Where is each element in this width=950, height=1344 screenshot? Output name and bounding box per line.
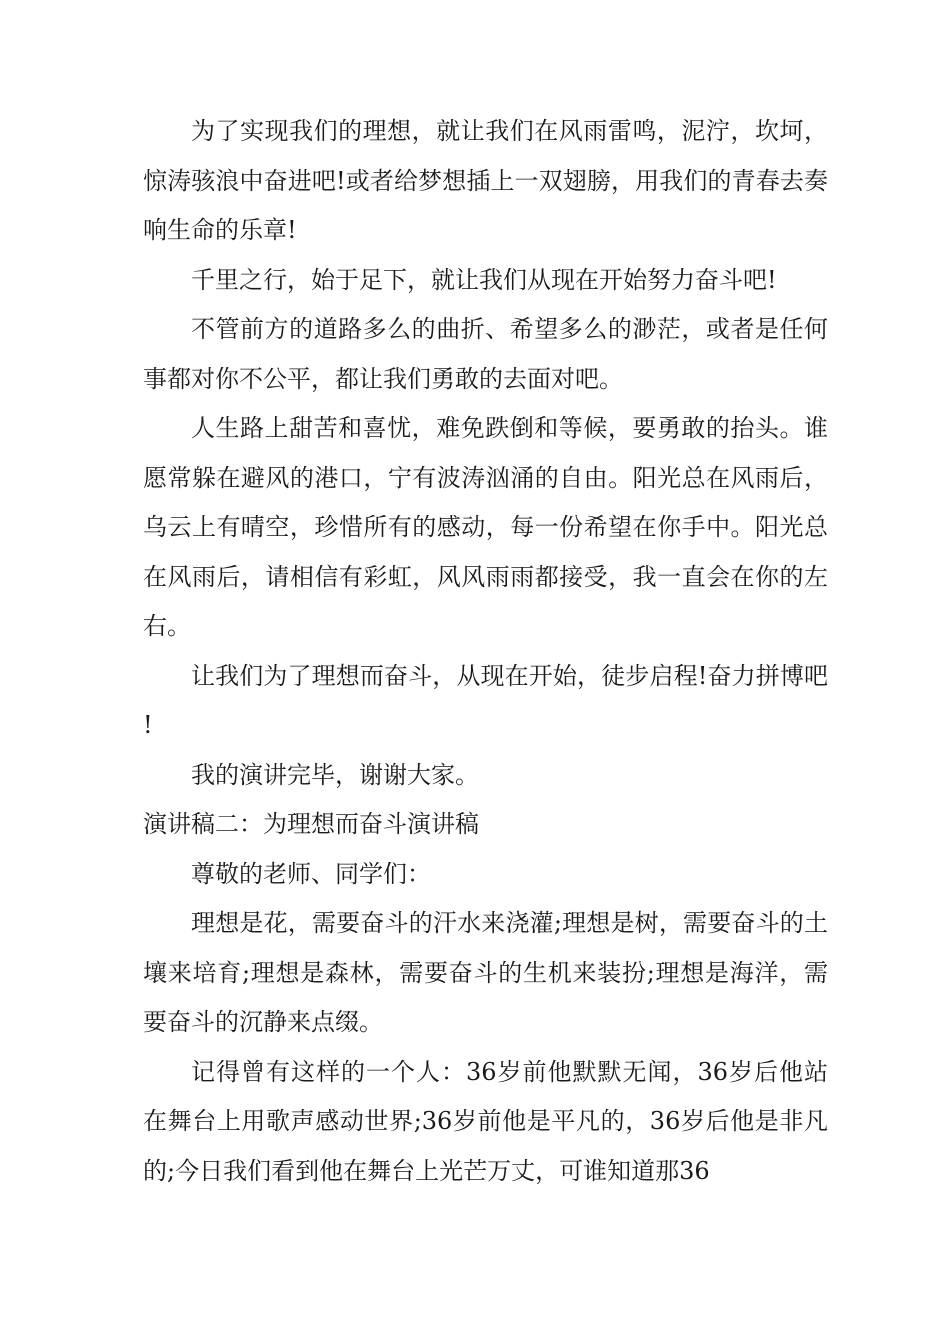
- paragraph-sunshine-after-rain: 人生路上甜苦和喜忧，难免跌倒和等候，要勇敢的抬头。谁愿常躲在避风的港口，宁有波涛汹涌的自由。阳光总在风雨后，乌云上有晴空，珍惜所有的感动，每一份希望在你手中。阳光总在风雨后，请相信有彩虹，风风雨雨都接受，我一直会在你的左右。: [143, 414, 828, 640]
- paragraph-face-bravely: 不管前方的道路多么的曲折、希望多么的渺茫，或者是任何事都对你不公平，都让我们勇敢的去面对吧。: [143, 315, 828, 393]
- paragraph-closing-thanks: 我的演讲完毕，谢谢大家。: [191, 760, 479, 789]
- paragraph-journey-start: 千里之行，始于足下，就让我们从现在开始努力奋斗吧!: [191, 265, 777, 294]
- paragraph-ideal-metaphors: 理想是花，需要奋斗的汗水来浇灌;理想是树，需要奋斗的土壤来培育;理想是森林，需要奋斗的生机来装扮;理想是海洋，需要奋斗的沉静来点缀。: [143, 909, 828, 1036]
- paragraph-greeting: 尊敬的老师、同学们：: [191, 859, 431, 888]
- paragraph-pursue-dream: 为了实现我们的理想，就让我们在风雨雷鸣，泥泞，坎坷，惊涛骇浪中奋进吧!或者给梦想插上一双翅膀，用我们的青春去奏响生命的乐章!: [143, 117, 828, 244]
- paragraph-strive-now: 让我们为了理想而奋斗，从现在开始，徒步启程!奋力拼博吧!: [143, 661, 828, 739]
- section-heading: 演讲稿二：为理想而奋斗演讲稿: [143, 810, 479, 838]
- document-page: [143, 107, 828, 1196]
- paragraph-age-36-story: 记得曾有这样的一个人：36岁前他默默无闻，36岁后他站在舞台上用歌声感动世界;36岁前他是平凡的，36岁后他是非凡的;今日我们看到他在舞台上光芒万丈，可谁知道那36: [143, 1057, 828, 1185]
